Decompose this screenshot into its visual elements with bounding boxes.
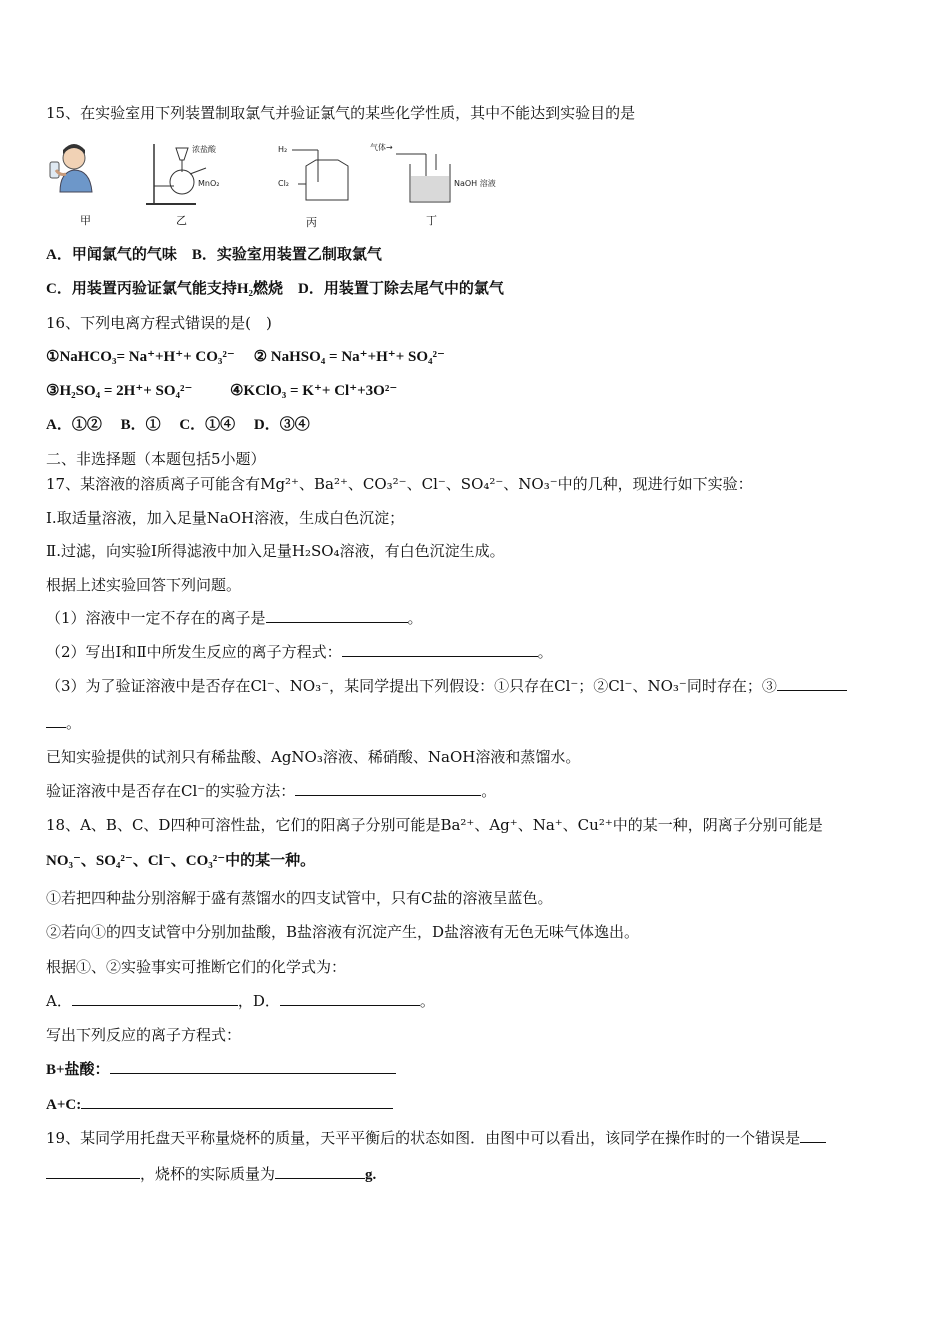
q15-option-c: C．用装置丙验证氯气能支持H₂燃烧 xyxy=(46,281,283,297)
figure-yi xyxy=(146,140,256,232)
section-heading: 二、非选择题（本题包括5小题） xyxy=(46,450,266,468)
q16-equations-row2 xyxy=(46,381,397,401)
q17-part1-blank[interactable] xyxy=(266,608,408,623)
q17-part3 xyxy=(46,676,847,696)
q16-eq4: ④KClO₃ = K⁺+ Cl⁺+3O²⁻ xyxy=(229,383,398,399)
ding-part-naoh: NaOH 溶液 xyxy=(454,179,496,188)
q18-a-blank[interactable] xyxy=(72,991,238,1006)
q17-step1: Ⅰ.取适量溶液，加入足量NaOH溶液，生成白色沉淀； xyxy=(46,509,405,527)
q19-stem xyxy=(46,1128,826,1148)
q16-eq1: ①NaHCO₃= Na⁺+H⁺+ CO₃²⁻ xyxy=(46,349,235,365)
q15-option-d: D．用装置丁除去尾气中的氯气 xyxy=(298,281,504,297)
q18-fact2: ②若向①的四支试管中分别加盐酸，B盐溶液有沉淀产生，D盐溶液有无色无味气体逸出。 xyxy=(46,923,640,941)
q19-error-blank[interactable] xyxy=(46,1164,140,1179)
chlorine-generator-apparatus xyxy=(146,140,256,210)
q16-options: A．①② B．① C．①④ D．③④ xyxy=(46,417,310,433)
q18-b-hcl-label: B+盐酸： xyxy=(46,1062,110,1078)
q17-part3-text: （3）为了验证溶液中是否存在Cl⁻、NO₃⁻，某同学提出下列假设：①只存在Cl⁻；②Cl⁻、NO₃⁻同时存在；③ xyxy=(46,677,777,695)
q18-a-c xyxy=(46,1094,393,1115)
q18-write: 写出下列反应的离子方程式： xyxy=(46,1026,242,1044)
figure-label-ding: 丁 xyxy=(426,214,437,227)
q17-intro: 根据上述实验回答下列问题。 xyxy=(46,576,242,594)
q19-line2 xyxy=(46,1164,376,1185)
q17-part1-period: 。 xyxy=(407,609,423,627)
q19-mid: ，烧杯的实际质量为 xyxy=(140,1165,276,1183)
q15-options-row1 xyxy=(46,245,382,265)
q17-method-text: 验证溶液中是否存在Cl⁻的实验方法： xyxy=(46,782,296,800)
q17-part2-period: 。 xyxy=(537,643,553,661)
figure-label-bing: 丙 xyxy=(306,216,317,229)
q18-stem-line2: NO₃⁻、SO₄²⁻、Cl⁻、CO₃²⁻中的某一种。 xyxy=(46,853,316,869)
q18-a-label: A． xyxy=(46,992,72,1010)
q17-part3-blank[interactable] xyxy=(777,676,847,691)
tail-gas-absorption-apparatus xyxy=(370,140,520,210)
q16-eq3: ③H₂SO₄ = 2H⁺+ SO₄²⁻ xyxy=(46,383,193,399)
q16-equations-row1 xyxy=(46,347,445,367)
q15-figures xyxy=(46,140,526,232)
bing-part-cl2: Cl₂ xyxy=(278,179,290,188)
figure-ding xyxy=(370,140,520,232)
q18-answer-ad xyxy=(46,991,435,1011)
q17-step2: Ⅱ.过滤，向实验Ⅰ所得滤液中加入足量H₂SO₄溶液，有白色沉淀生成。 xyxy=(46,542,505,560)
q18-stem-line1: 18、A、B、C、D四种可溶性盐，它们的阳离子分别可能是Ba²⁺、Ag⁺、Na⁺、Cu²⁺中的某一种，阴离子分别可能是 xyxy=(46,816,823,834)
ding-part-gas: 气体→ xyxy=(370,143,393,152)
q19-stem-text: 19、某同学用托盘天平称量烧杯的质量，天平平衡后的状态如图．由图中可以看出，该同学在操作时的一个错误是 xyxy=(46,1129,801,1147)
q18-fact1: ①若把四种盐分别溶解于盛有蒸馏水的四支试管中，只有C盐的溶液呈蓝色。 xyxy=(46,889,553,907)
q17-part3-period: 。 xyxy=(66,714,82,732)
q18-b-hcl xyxy=(46,1059,396,1080)
q17-part1-text: （1）溶液中一定不存在的离子是 xyxy=(46,609,266,627)
q15-option-b: B．实验室用装置乙制取氯气 xyxy=(191,247,382,263)
hydrogen-burning-apparatus xyxy=(276,140,356,210)
q17-method-blank[interactable] xyxy=(295,781,481,796)
q17-part2 xyxy=(46,642,553,662)
q16-stem: 16、下列电离方程式错误的是( ) xyxy=(46,314,272,332)
q17-reagents: 已知实验提供的试剂只有稀盐酸、AgNO₃溶液、稀硝酸、NaOH溶液和蒸馏水。 xyxy=(46,748,581,766)
q15-option-a: A．甲闻氯气的气味 xyxy=(46,247,177,263)
q15-options-row2 xyxy=(46,279,504,299)
q16-eq2: ② NaHSO₄ = Na⁺+H⁺+ SO₄²⁻ xyxy=(253,349,445,365)
q17-part3-continued xyxy=(46,713,81,733)
figure-label-yi: 乙 xyxy=(176,214,187,227)
q18-infer: 根据①、②实验事实可推断它们的化学式为： xyxy=(46,958,347,976)
q18-a-c-label: A+C: xyxy=(46,1097,82,1113)
yi-part-mno2: MnO₂ xyxy=(198,179,220,188)
q17-part1 xyxy=(46,608,423,628)
q17-method xyxy=(46,781,496,801)
q18-ad-period: 。 xyxy=(419,992,435,1010)
q19-unit: g. xyxy=(365,1167,377,1183)
q18-b-hcl-blank[interactable] xyxy=(110,1059,396,1074)
figure-bing xyxy=(276,140,356,232)
q17-part2-text: （2）写出Ⅰ和Ⅱ中所发生反应的离子方程式： xyxy=(46,643,342,661)
q18-a-c-blank[interactable] xyxy=(81,1094,393,1109)
q15-stem: 15、在实验室用下列装置制取氯气并验证氯气的某些化学性质，其中不能达到实验目的是 xyxy=(46,104,636,122)
yi-part-conc-hcl: 浓盐酸 xyxy=(192,145,216,154)
person-smelling-illustration xyxy=(46,140,116,200)
q18-d-label: ，D． xyxy=(237,992,280,1010)
figure-jia xyxy=(46,140,116,232)
figure-label-jia: 甲 xyxy=(80,214,91,227)
q17-method-period: 。 xyxy=(481,782,497,800)
q17-part3-blank-cont[interactable] xyxy=(46,713,66,728)
q18-d-blank[interactable] xyxy=(280,991,420,1006)
q17-stem: 17、某溶液的溶质离子可能含有Mg²⁺、Ba²⁺、CO₃²⁻、Cl⁻、SO₄²⁻、NO₃⁻中的几种，现进行如下实验： xyxy=(46,475,753,493)
q17-part2-blank[interactable] xyxy=(342,642,538,657)
bing-part-h2: H₂ xyxy=(278,145,288,154)
q19-mass-blank[interactable] xyxy=(275,1164,365,1179)
q19-error-blank-start[interactable] xyxy=(800,1128,826,1143)
